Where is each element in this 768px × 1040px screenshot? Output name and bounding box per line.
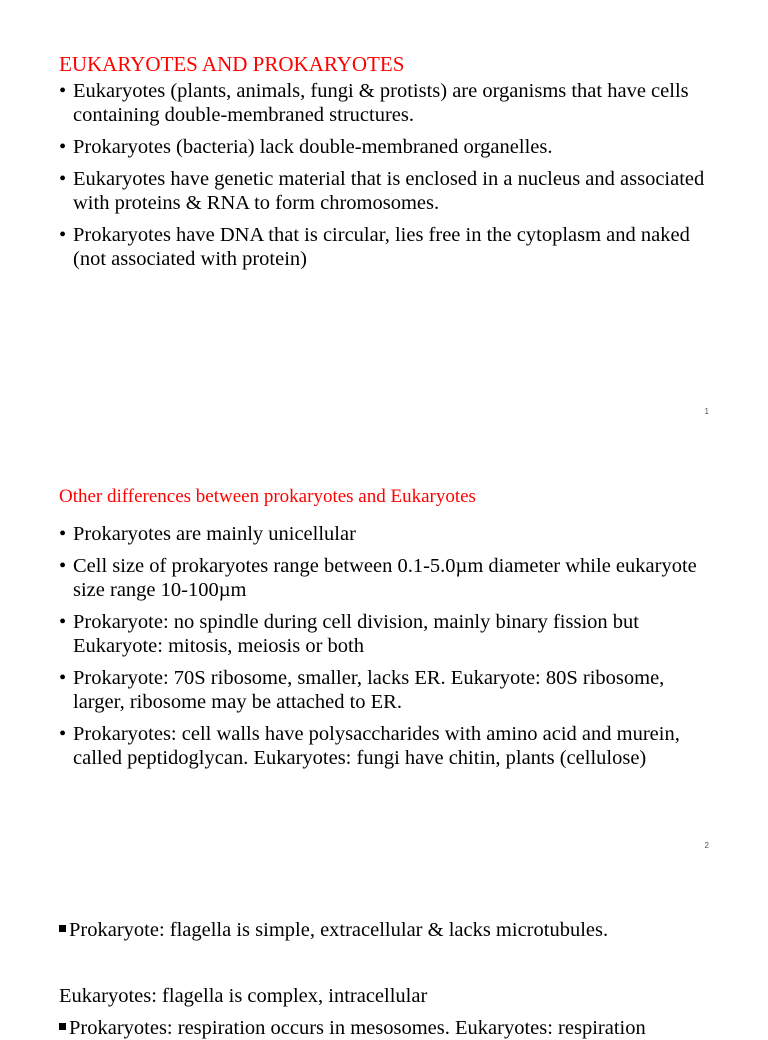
bullet-item — [59, 666, 719, 714]
square-bullet-icon — [59, 925, 66, 932]
line-text: Prokaryote: flagella is simple, extracellular & lacks microtubules. — [69, 919, 609, 941]
bullet-item — [59, 722, 719, 770]
slide-text-line — [59, 1016, 646, 1040]
bullet-item — [59, 610, 719, 658]
bullet-text: Cell size of prokaryotes range between 0.1-5.0µm diameter while eukaryote size range 10-100µm — [73, 555, 697, 601]
bullet-item — [59, 79, 719, 127]
bullet-text: Prokaryotes have DNA that is circular, lies free in the cytoplasm and naked (not associated with protein) — [73, 224, 690, 270]
bullet-text: Prokaryotes: cell walls have polysaccharides with amino acid and murein, called peptidoglycan. Eukaryotes: fungi have chitin, plants (cellulose) — [73, 723, 680, 769]
bullet-dot-icon: • — [59, 611, 67, 633]
slide-text-line — [59, 918, 608, 942]
bullet-dot-icon: • — [59, 80, 67, 102]
bullet-dot-icon: • — [59, 667, 67, 689]
bullet-list — [59, 522, 719, 778]
bullet-dot-icon: • — [59, 523, 67, 545]
page-number: 1 — [704, 407, 709, 416]
bullet-text: Prokaryotes (bacteria) lack double-membraned organelles. — [73, 136, 553, 158]
bullet-dot-icon: • — [59, 723, 67, 745]
bullet-item — [59, 223, 719, 271]
bullet-dot-icon: • — [59, 555, 67, 577]
bullet-text: Prokaryote: no spindle during cell division, mainly binary fission but Eukaryote: mitosis, meiosis or both — [73, 611, 639, 657]
bullet-item — [59, 167, 719, 215]
page-number: 2 — [704, 841, 709, 850]
slide-title: EUKARYOTES AND PROKARYOTES — [59, 52, 405, 76]
slide-text-line: Eukaryotes: flagella is complex, intracellular — [59, 985, 428, 1007]
bullet-item — [59, 522, 719, 546]
slide-1 — [0, 0, 768, 432]
line-text: Prokaryotes: respiration occurs in mesosomes. Eukaryotes: respiration — [69, 1017, 646, 1039]
bullet-text: Prokaryote: 70S ribosome, smaller, lacks ER. Eukaryote: 80S ribosome, larger, ribosome may be attached to ER. — [73, 667, 665, 713]
bullet-dot-icon: • — [59, 168, 67, 190]
bullet-item — [59, 135, 719, 159]
slide-2 — [0, 432, 768, 866]
bullet-text: Eukaryotes have genetic material that is enclosed in a nucleus and associated with proteins & RNA to form chromosomes. — [73, 168, 705, 214]
slide-title: Other differences between prokaryotes and Eukaryotes — [59, 486, 476, 507]
bullet-text: Eukaryotes (plants, animals, fungi & protists) are organisms that have cells containing double-membraned structures. — [73, 80, 689, 126]
bullet-dot-icon: • — [59, 136, 67, 158]
bullet-text: Prokaryotes are mainly unicellular — [73, 523, 356, 545]
bullet-list — [59, 79, 719, 279]
bullet-dot-icon: • — [59, 224, 67, 246]
slide-3 — [0, 866, 768, 1039]
bullet-item — [59, 554, 719, 602]
